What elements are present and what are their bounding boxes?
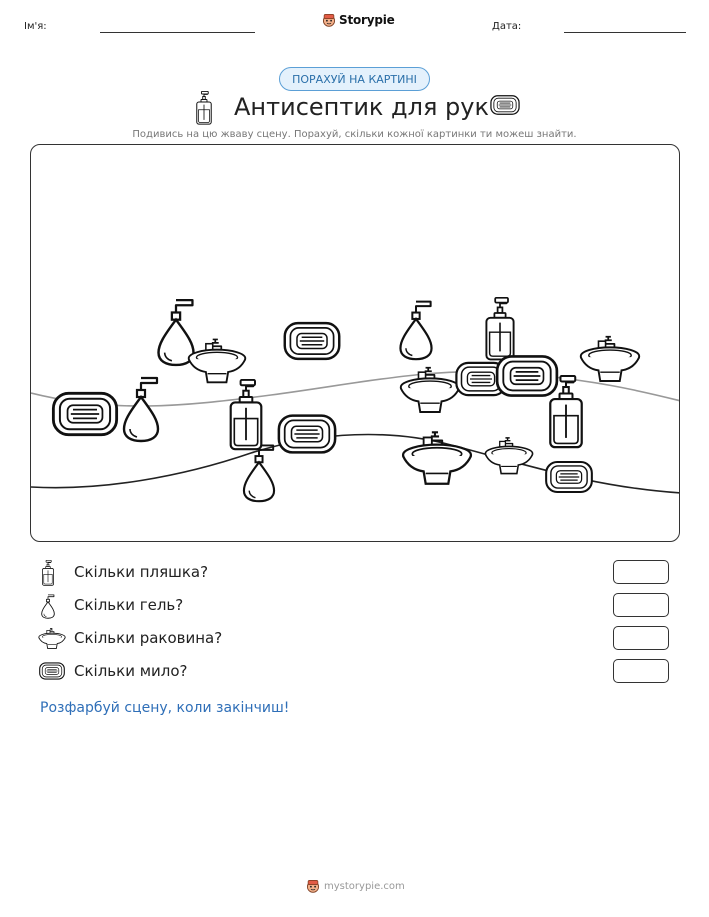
question-text: Скільки пляшка? — [74, 563, 209, 581]
sanitizer-bottle-icon — [38, 560, 58, 586]
storypie-logo-icon — [322, 13, 336, 27]
scene-soap[interactable] — [546, 462, 592, 492]
count-badge: ПОРАХУЙ НА КАРТИНІ — [279, 67, 430, 91]
scene-gel[interactable] — [400, 302, 431, 360]
coloring-note: Розфарбуй сцену, коли закінчиш! — [40, 700, 290, 716]
sanitizer-bottle-icon — [193, 91, 215, 125]
ground-line-back — [31, 372, 680, 406]
soap-bar-icon — [38, 659, 66, 683]
scene-soap[interactable] — [285, 323, 339, 359]
question-text: Скільки раковина? — [74, 629, 223, 647]
scene-gel[interactable] — [159, 300, 194, 365]
scene-sink[interactable] — [403, 432, 471, 483]
question-text: Скільки мило? — [74, 662, 188, 680]
counting-scene[interactable] — [30, 144, 680, 542]
answer-box[interactable] — [613, 593, 669, 617]
answer-box[interactable] — [613, 626, 669, 650]
footer-url[interactable]: mystorypie.com — [324, 880, 405, 892]
storypie-logo-icon — [306, 879, 320, 893]
scene-soap[interactable] — [279, 416, 335, 453]
date-label: Дата: — [492, 21, 522, 32]
scene-sink[interactable] — [485, 438, 532, 474]
date-write-line[interactable] — [564, 32, 686, 33]
instructions: Подивись на цю жваву сцену. Порахуй, скільки кожної картинки ти можеш знайти. — [132, 129, 577, 140]
title-row — [0, 90, 709, 126]
scene-bottle[interactable] — [486, 298, 513, 360]
question-row — [38, 560, 678, 586]
sink-icon — [38, 626, 66, 650]
scene-illustration — [31, 145, 680, 542]
question-row — [38, 659, 678, 685]
brand-logo — [322, 13, 395, 27]
gel-drop-icon — [38, 593, 58, 619]
answer-box[interactable] — [613, 560, 669, 584]
scene-soap[interactable] — [53, 393, 116, 434]
soap-bar-icon — [489, 92, 521, 118]
scene-soap[interactable] — [497, 356, 557, 395]
footer — [306, 879, 405, 893]
page-title: Антисептик для рук — [234, 93, 489, 121]
brand-name: Storypie — [339, 13, 395, 27]
question-row — [38, 626, 678, 652]
scene-bottle[interactable] — [231, 380, 262, 449]
scene-sink[interactable] — [401, 368, 459, 412]
question-text: Скільки гель? — [74, 596, 184, 614]
name-write-line[interactable] — [100, 32, 255, 33]
name-label: Ім'я: — [24, 21, 47, 32]
scene-sink[interactable] — [581, 337, 639, 381]
scene-sink[interactable] — [189, 339, 246, 382]
question-row — [38, 593, 678, 619]
scene-gel[interactable] — [124, 378, 158, 441]
answer-box[interactable] — [613, 659, 669, 683]
